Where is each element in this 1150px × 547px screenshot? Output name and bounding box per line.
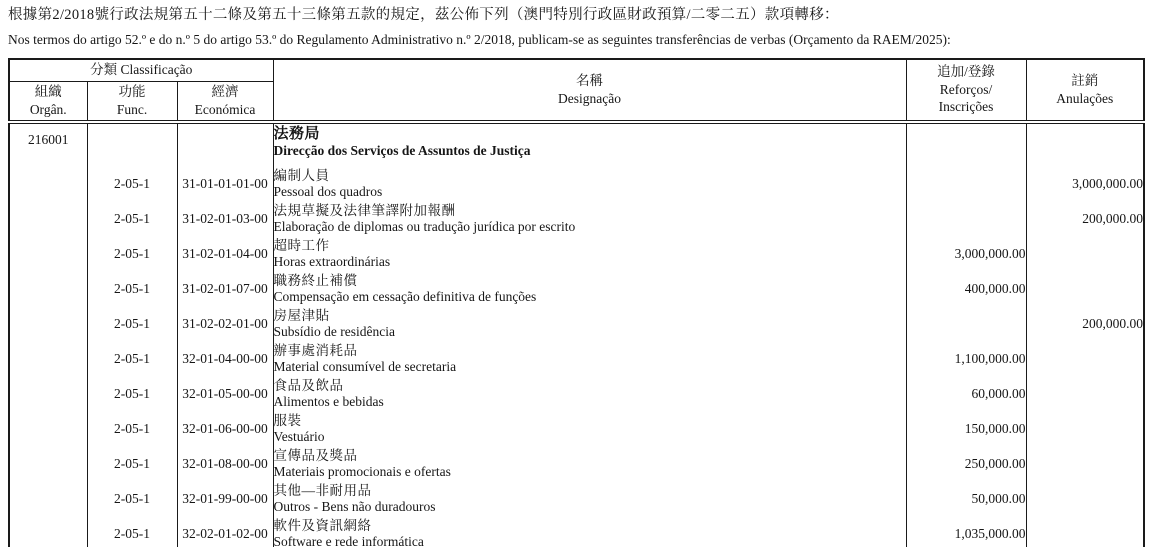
designation-pt: Outros - Bens não duradouros: [273, 499, 436, 515]
econ-code-cell: 31-01-01-01-00: [177, 167, 273, 202]
designation-zh: 軟件及資訊網絡: [273, 518, 372, 534]
anulacoes-amount-cell: [1026, 272, 1144, 307]
designation-cell: [273, 377, 906, 412]
designation-pt: Elaboração de diplomas ou tradução jurídica por escrito: [273, 219, 576, 235]
econ-code-cell: 31-02-01-03-00: [177, 202, 273, 237]
econ-code-cell: 32-01-99-00-00: [177, 482, 273, 517]
econ-code-cell: 32-02-01-02-00: [177, 517, 273, 547]
reforcos-amount-cell: 3,000,000.00: [906, 237, 1026, 272]
designation-cell: [273, 342, 906, 377]
table-row: [9, 237, 1144, 272]
table-header: [9, 59, 1144, 122]
designation-zh: 職務終止補償: [273, 273, 358, 289]
org-code-cell: [9, 412, 87, 447]
designation-cell: [273, 167, 906, 202]
header-anulacoes-pt: Anulações: [1056, 90, 1114, 106]
designation-zh: 食品及飲品: [273, 378, 344, 394]
designation-cell: [273, 412, 906, 447]
econ-code-cell: 32-01-05-00-00: [177, 377, 273, 412]
anulacoes-amount-cell: [1026, 342, 1144, 377]
header-func-zh: 功能: [118, 84, 146, 100]
header-func: [87, 81, 177, 122]
header-org-zh: 組織: [34, 84, 62, 100]
reforcos-amount-cell: 1,100,000.00: [906, 342, 1026, 377]
designation-zh: 房屋津貼: [273, 308, 330, 324]
econ-code-cell: 31-02-01-07-00: [177, 272, 273, 307]
org-code-cell: [9, 272, 87, 307]
table-row: [9, 307, 1144, 342]
reforcos-amount-cell: 400,000.00: [906, 272, 1026, 307]
designation-cell: [273, 447, 906, 482]
header-designation: [273, 59, 906, 122]
reforcos-amount-cell: 150,000.00: [906, 412, 1026, 447]
org-code-cell: [9, 482, 87, 517]
func-code-cell: 2-05-1: [87, 237, 177, 272]
anulacoes-amount-cell: [1026, 482, 1144, 517]
designation-zh: 服裝: [273, 413, 302, 429]
header-org-pt: Orgân.: [29, 101, 67, 117]
header-designation-zh: 名稱: [576, 73, 604, 89]
designation-pt: Subsídio de residência: [273, 324, 396, 340]
table-row: [9, 447, 1144, 482]
table-row: [9, 122, 1144, 167]
econ-code-cell: 32-01-06-00-00: [177, 412, 273, 447]
econ-code-cell: 32-01-08-00-00: [177, 447, 273, 482]
table-row: [9, 377, 1144, 412]
header-org: [9, 81, 87, 122]
org-code-cell: [9, 517, 87, 547]
org-code-cell: [9, 237, 87, 272]
reforcos-amount-cell: 60,000.00: [906, 377, 1026, 412]
designation-zh: 宣傳品及獎品: [273, 448, 358, 464]
econ-code-cell: 32-01-04-00-00: [177, 342, 273, 377]
func-code-cell: 2-05-1: [87, 447, 177, 482]
func-code-cell: 2-05-1: [87, 517, 177, 547]
econ-code-cell: [177, 122, 273, 167]
header-reforcos-zh: 追加/登錄: [937, 64, 995, 80]
header-func-pt: Func.: [116, 101, 148, 117]
reforcos-amount-cell: [906, 202, 1026, 237]
designation-cell: [273, 122, 906, 167]
anulacoes-amount-cell: [1026, 447, 1144, 482]
func-code-cell: 2-05-1: [87, 482, 177, 517]
designation-cell: [273, 237, 906, 272]
func-code-cell: 2-05-1: [87, 342, 177, 377]
anulacoes-amount-cell: [1026, 412, 1144, 447]
func-code-cell: 2-05-1: [87, 307, 177, 342]
budget-transfer-table: [8, 58, 1145, 547]
designation-zh: 辦事處消耗品: [273, 343, 358, 359]
table-body: [9, 122, 1144, 547]
anulacoes-amount-cell: 3,000,000.00: [1026, 167, 1144, 202]
func-code-cell: 2-05-1: [87, 272, 177, 307]
designation-pt: Vestuário: [273, 429, 325, 445]
designation-zh: 其他—非耐用品: [273, 483, 372, 499]
designation-pt: Software e rede informática: [273, 534, 424, 547]
table-row: [9, 412, 1144, 447]
designation-zh: 法規草擬及法律筆譯附加報酬: [273, 203, 456, 219]
designation-pt: Alimentos e bebidas: [273, 394, 384, 410]
designation-cell: [273, 307, 906, 342]
intro-line-zh: 根據第2/2018號行政法規第五十二條及第五十三條第五款的規定，茲公佈下列（澳門特別行政區財政預算/二零二五）款項轉移：: [8, 7, 839, 23]
header-econ-pt: Económica: [194, 101, 256, 117]
designation-pt: Direcção dos Serviços de Assuntos de Justiça: [273, 143, 531, 159]
designation-zh: 法務局: [273, 125, 321, 142]
econ-code-cell: 31-02-02-01-00: [177, 307, 273, 342]
header-reforcos: [906, 59, 1026, 122]
anulacoes-amount-cell: [1026, 237, 1144, 272]
org-code-cell: [9, 447, 87, 482]
func-code-cell: 2-05-1: [87, 167, 177, 202]
designation-pt: Material consumível de secretaria: [273, 359, 457, 375]
anulacoes-amount-cell: 200,000.00: [1026, 307, 1144, 342]
table-row: [9, 517, 1144, 547]
table-row: [9, 167, 1144, 202]
header-anulacoes-zh: 註銷: [1071, 73, 1099, 89]
org-code-cell: [9, 377, 87, 412]
func-code-cell: 2-05-1: [87, 377, 177, 412]
anulacoes-amount-cell: [1026, 122, 1144, 167]
org-code-cell: [9, 307, 87, 342]
designation-zh: 超時工作: [273, 238, 330, 254]
reforcos-amount-cell: [906, 122, 1026, 167]
anulacoes-amount-cell: 200,000.00: [1026, 202, 1144, 237]
reforcos-amount-cell: 1,035,000.00: [906, 517, 1026, 547]
org-code-cell: [9, 202, 87, 237]
designation-pt: Pessoal dos quadros: [273, 184, 383, 200]
designation-cell: [273, 482, 906, 517]
designation-pt: Materiais promocionais e ofertas: [273, 464, 451, 480]
intro-line-pt: Nos termos do artigo 52.º e do n.º 5 do artigo 53.º do Regulamento Administrativo n.º 2/2018, publicam-se as seguintes transferências de verbas (Orçamento da RAEM/2025):: [8, 31, 951, 47]
table-row: [9, 202, 1144, 237]
designation-cell: [273, 272, 906, 307]
designation-pt: Horas extraordinárias: [273, 254, 391, 270]
header-anulacoes: [1026, 59, 1144, 122]
header-classification: 分類 Classificação: [9, 59, 273, 82]
header-reforcos-pt2: Inscrições: [938, 99, 994, 115]
table-row: [9, 342, 1144, 377]
designation-pt: Compensação em cessação definitiva de funções: [273, 289, 537, 305]
reforcos-amount-cell: [906, 307, 1026, 342]
designation-cell: [273, 517, 906, 547]
anulacoes-amount-cell: [1026, 517, 1144, 547]
table-row: [9, 482, 1144, 517]
func-code-cell: [87, 122, 177, 167]
reforcos-amount-cell: 250,000.00: [906, 447, 1026, 482]
econ-code-cell: 31-02-01-04-00: [177, 237, 273, 272]
designation-cell: [273, 202, 906, 237]
designation-zh: 編制人員: [273, 168, 330, 184]
org-code-cell: [9, 342, 87, 377]
table-row: [9, 272, 1144, 307]
reforcos-amount-cell: [906, 167, 1026, 202]
header-econ: [177, 81, 273, 122]
header-reforcos-pt1: Reforços/: [939, 81, 993, 97]
anulacoes-amount-cell: [1026, 377, 1144, 412]
header-econ-zh: 經濟: [211, 84, 239, 100]
func-code-cell: 2-05-1: [87, 412, 177, 447]
func-code-cell: 2-05-1: [87, 202, 177, 237]
org-code-cell: [9, 167, 87, 202]
org-code-cell: 216001: [9, 122, 87, 167]
header-designation-pt: Designação: [558, 90, 622, 106]
reforcos-amount-cell: 50,000.00: [906, 482, 1026, 517]
